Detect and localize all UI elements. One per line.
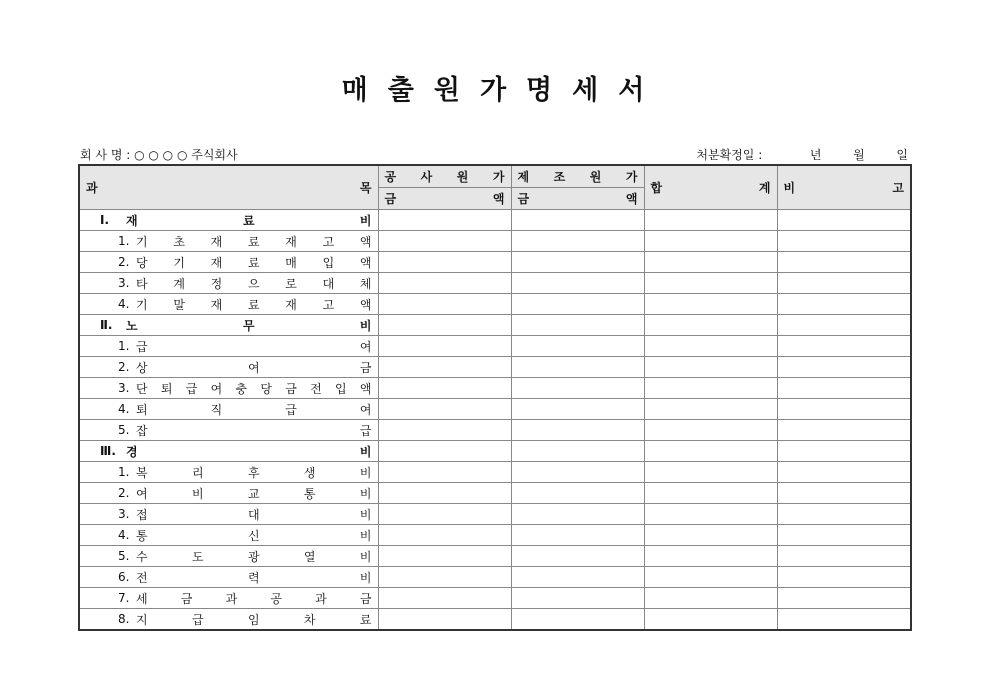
total-cell[interactable] [644, 399, 777, 420]
table-row [79, 441, 911, 462]
remarks-cell[interactable] [777, 252, 911, 273]
manufacturing-amount-cell[interactable] [511, 546, 644, 567]
item-label: 8. 지 급 임 차 료 [79, 609, 378, 631]
construction-amount-cell[interactable] [378, 336, 511, 357]
remarks-cell[interactable] [777, 378, 911, 399]
item-label: 2. 상 여 금 [79, 357, 378, 378]
header-account: 과 목 [79, 165, 378, 210]
manufacturing-amount-cell[interactable] [511, 420, 644, 441]
item-label: 5. 잡 급 [79, 420, 378, 441]
remarks-cell[interactable] [777, 336, 911, 357]
item-label: 1. 급 여 [79, 336, 378, 357]
manufacturing-amount-cell[interactable] [511, 252, 644, 273]
item-label: 6. 전 력 비 [79, 567, 378, 588]
date-label: 처분확정일 : [696, 148, 763, 162]
table-row [79, 378, 911, 399]
month-unit: 월 [853, 148, 865, 162]
construction-amount-cell[interactable] [378, 546, 511, 567]
remarks-cell[interactable] [777, 399, 911, 420]
manufacturing-amount-cell[interactable] [511, 588, 644, 609]
remarks-cell[interactable] [777, 210, 911, 231]
table-row [79, 504, 911, 525]
total-cell[interactable] [644, 336, 777, 357]
total-cell[interactable] [644, 378, 777, 399]
manufacturing-amount-cell[interactable] [511, 210, 644, 231]
manufacturing-amount-cell[interactable] [511, 525, 644, 546]
remarks-cell[interactable] [777, 546, 911, 567]
construction-amount-cell[interactable] [378, 567, 511, 588]
remarks-cell[interactable] [777, 462, 911, 483]
manufacturing-amount-cell[interactable] [511, 567, 644, 588]
item-label: 4. 퇴 직 급 여 [79, 399, 378, 420]
total-cell[interactable] [644, 462, 777, 483]
manufacturing-amount-cell[interactable] [511, 462, 644, 483]
page-title: 매 출 원 가 명 세 서 [341, 75, 649, 106]
remarks-cell[interactable] [777, 588, 911, 609]
table-row [79, 483, 911, 504]
remarks-cell[interactable] [777, 231, 911, 252]
remarks-cell[interactable] [777, 504, 911, 525]
remarks-cell[interactable] [777, 315, 911, 336]
header-remarks: 비 고 [777, 165, 911, 210]
total-cell[interactable] [644, 588, 777, 609]
item-label: 5. 수 도 광 열 비 [79, 546, 378, 567]
table-row [79, 462, 911, 483]
item-label: 3. 접 대 비 [79, 504, 378, 525]
confirm-date-line [696, 146, 908, 163]
total-cell[interactable] [644, 210, 777, 231]
header-construction-cost: 공 사 원 가 [378, 165, 511, 188]
table-row [79, 357, 911, 378]
construction-amount-cell[interactable] [378, 441, 511, 462]
table-row [79, 336, 911, 357]
total-cell[interactable] [644, 483, 777, 504]
construction-amount-cell[interactable] [378, 210, 511, 231]
item-label: 3. 단 퇴 급 여 충 당 금 전 입 액 [79, 378, 378, 399]
construction-amount-cell[interactable] [378, 273, 511, 294]
item-label: 4. 통 신 비 [79, 525, 378, 546]
construction-amount-cell[interactable] [378, 588, 511, 609]
item-label: 7. 세 금 과 공 과 금 [79, 588, 378, 609]
construction-amount-cell[interactable] [378, 462, 511, 483]
table-row [79, 210, 911, 231]
manufacturing-amount-cell[interactable] [511, 273, 644, 294]
manufacturing-amount-cell[interactable] [511, 441, 644, 462]
section-label: Ⅱ. 노 무 비 [79, 315, 378, 336]
company-name-line [80, 146, 238, 163]
header-total: 합 계 [644, 165, 777, 210]
total-cell[interactable] [644, 567, 777, 588]
total-cell[interactable] [644, 504, 777, 525]
construction-amount-cell[interactable] [378, 399, 511, 420]
manufacturing-amount-cell[interactable] [511, 294, 644, 315]
item-label: 1. 기 초 재 료 재 고 액 [79, 231, 378, 252]
table-row [79, 294, 911, 315]
manufacturing-amount-cell[interactable] [511, 315, 644, 336]
remarks-cell[interactable] [777, 294, 911, 315]
remarks-cell[interactable] [777, 609, 911, 631]
manufacturing-amount-cell[interactable] [511, 378, 644, 399]
section-label: Ⅰ. 재 료 비 [79, 210, 378, 231]
total-cell[interactable] [644, 525, 777, 546]
table-row [79, 525, 911, 546]
table-row [79, 420, 911, 441]
total-cell[interactable] [644, 231, 777, 252]
header-construction-amount: 금 액 [378, 188, 511, 210]
construction-amount-cell[interactable] [378, 252, 511, 273]
total-cell[interactable] [644, 294, 777, 315]
total-cell[interactable] [644, 420, 777, 441]
manufacturing-amount-cell[interactable] [511, 399, 644, 420]
day-unit: 일 [896, 148, 908, 162]
table-row [79, 567, 911, 588]
item-label: 4. 기 말 재 료 재 고 액 [79, 294, 378, 315]
total-cell[interactable] [644, 357, 777, 378]
remarks-cell[interactable] [777, 525, 911, 546]
table-row [79, 588, 911, 609]
section-label: Ⅲ. 경 비 [79, 441, 378, 462]
construction-amount-cell[interactable] [378, 525, 511, 546]
item-label: 2. 당 기 재 료 매 입 액 [79, 252, 378, 273]
total-cell[interactable] [644, 315, 777, 336]
manufacturing-amount-cell[interactable] [511, 504, 644, 525]
remarks-cell[interactable] [777, 357, 911, 378]
remarks-cell[interactable] [777, 441, 911, 462]
header-manufacturing-amount: 금 액 [511, 188, 644, 210]
table-row [79, 399, 911, 420]
manufacturing-amount-cell[interactable] [511, 336, 644, 357]
cost-statement-table [78, 164, 912, 631]
manufacturing-amount-cell[interactable] [511, 357, 644, 378]
construction-amount-cell[interactable] [378, 315, 511, 336]
manufacturing-amount-cell[interactable] [511, 483, 644, 504]
item-label: 1. 복 리 후 생 비 [79, 462, 378, 483]
item-label: 3. 타 계 정 으 로 대 체 [79, 273, 378, 294]
year-unit: 년 [809, 148, 822, 162]
table-row [79, 315, 911, 336]
table-row [79, 252, 911, 273]
company-label: 회 사 명 : [80, 148, 131, 162]
manufacturing-amount-cell[interactable] [511, 231, 644, 252]
company-value: ○ ○ ○ ○ 주식회사 [134, 148, 238, 162]
construction-amount-cell[interactable] [378, 378, 511, 399]
construction-amount-cell[interactable] [378, 504, 511, 525]
construction-amount-cell[interactable] [378, 483, 511, 504]
manufacturing-amount-cell[interactable] [511, 609, 644, 631]
table-row [79, 273, 911, 294]
table-row [79, 231, 911, 252]
total-cell[interactable] [644, 273, 777, 294]
total-cell[interactable] [644, 441, 777, 462]
construction-amount-cell[interactable] [378, 294, 511, 315]
construction-amount-cell[interactable] [378, 609, 511, 631]
header-manufacturing-cost: 제 조 원 가 [511, 165, 644, 188]
construction-amount-cell[interactable] [378, 231, 511, 252]
total-cell[interactable] [644, 546, 777, 567]
construction-amount-cell[interactable] [378, 357, 511, 378]
total-cell[interactable] [644, 252, 777, 273]
total-cell[interactable] [644, 609, 777, 631]
remarks-cell[interactable] [777, 483, 911, 504]
remarks-cell[interactable] [777, 273, 911, 294]
table-row [79, 546, 911, 567]
remarks-cell[interactable] [777, 420, 911, 441]
item-label: 2. 여 비 교 통 비 [79, 483, 378, 504]
remarks-cell[interactable] [777, 567, 911, 588]
table-row [79, 609, 911, 631]
construction-amount-cell[interactable] [378, 420, 511, 441]
